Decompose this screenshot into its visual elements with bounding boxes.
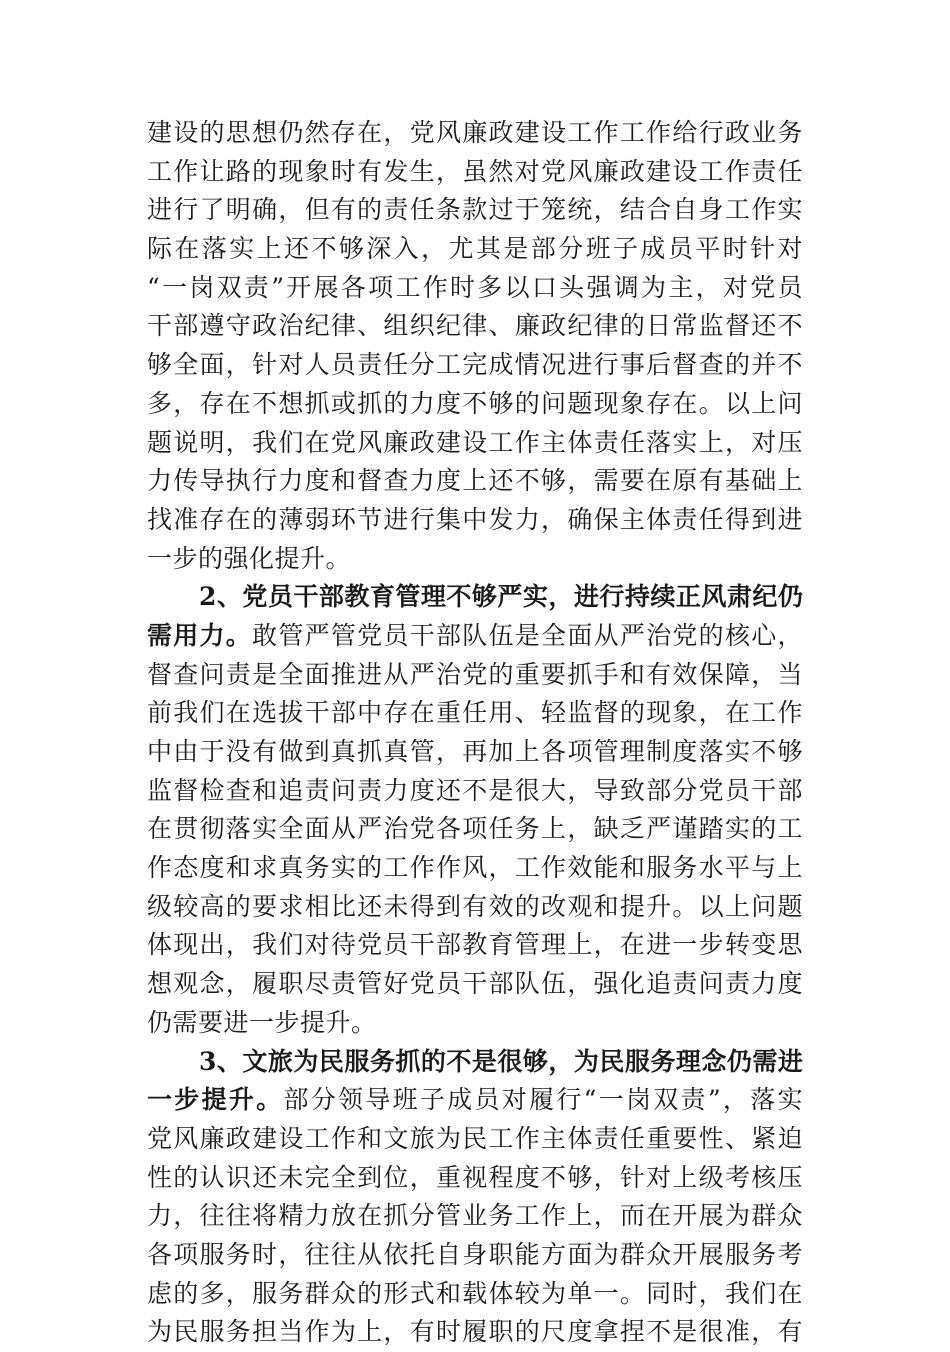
text-line: 督查问责是全面推进从严治党的重要抓手和有效保障，当: [147, 656, 803, 695]
text-line: 力，往往将精力放在抓分管业务工作上，而在开展为群众: [147, 1197, 803, 1236]
text-segment: 部分领导班子成员对履行“一岗双责”，落实: [283, 1085, 803, 1114]
text-line: 一步的强化提升。: [147, 540, 803, 579]
text-line: 够全面，针对人员责任分工完成情况进行事后督查的并不: [147, 346, 803, 385]
text-line: 际在落实上还不够深入，尤其是部分班子成员平时针对: [147, 230, 803, 269]
text-line: [147, 1081, 803, 1120]
section-heading: 2、党员干部教育管理不够严实，进行持续正风肃纪仍: [147, 578, 803, 617]
text-line: 作态度和求真务实的工作作风，工作效能和服务水平与上: [147, 849, 803, 888]
text-line: 体现出，我们对待党员干部教育管理上，在进一步转变思: [147, 926, 803, 965]
text-line: 中由于没有做到真抓真管，再加上各项管理制度落实不够: [147, 733, 803, 772]
text-line: 仍需要进一步提升。: [147, 1004, 803, 1043]
text-line: 党风廉政建设工作和文旅为民工作主体责任重要性、紧迫: [147, 1120, 803, 1159]
paragraph-1: [147, 114, 803, 578]
text-line: 找准存在的薄弱环节进行集中发力，确保主体责任得到进: [147, 501, 803, 540]
section-heading-continuation: 需用力。: [147, 621, 252, 650]
text-line: 题说明，我们在党风廉政建设工作主体责任落实上，对压: [147, 424, 803, 463]
text-line: 虑的多，服务群众的形式和载体较为单一。同时，我们在: [147, 1275, 803, 1314]
text-line: 性的认识还未完全到位，重视程度不够，针对上级考核压: [147, 1159, 803, 1198]
document-body: [147, 114, 803, 1352]
text-line: “一岗双责”开展各项工作时多以口头强调为主，对党员: [147, 269, 803, 308]
text-segment: 敢管严管党员干部队伍是全面从严治党的核心，: [252, 621, 803, 650]
text-line: 想观念，履职尽责管好党员干部队伍，强化追责问责力度: [147, 965, 803, 1004]
text-line: 力传导执行力度和督查力度上还不够，需要在原有基础上: [147, 462, 803, 501]
section-heading: 3、文旅为民服务抓的不是很够，为民服务理念仍需进: [147, 1043, 803, 1082]
text-line: 干部遵守政治纪律、组织纪律、廉政纪律的日常监督还不: [147, 307, 803, 346]
text-line: 前我们在选拔干部中存在重任用、轻监督的现象，在工作: [147, 694, 803, 733]
text-line: 监督检查和追责问责力度还不是很大，导致部分党员干部: [147, 772, 803, 811]
text-line: 为民服务担当作为上，有时履职的尺度拿捏不是很准，有: [147, 1313, 803, 1352]
text-line: [147, 617, 803, 656]
section-heading-continuation: 一步提升。: [147, 1085, 283, 1114]
paragraph-3: [147, 1043, 803, 1352]
text-line: 在贯彻落实全面从严治党各项任务上，缺乏严谨踏实的工: [147, 810, 803, 849]
text-line: 进行了明确，但有的责任条款过于笼统，结合自身工作实: [147, 191, 803, 230]
text-line: 级较高的要求相比还未得到有效的改观和提升。以上问题: [147, 888, 803, 927]
text-line: 工作让路的现象时有发生，虽然对党风廉政建设工作责任: [147, 153, 803, 192]
paragraph-2: [147, 578, 803, 1042]
text-line: 多，存在不想抓或抓的力度不够的问题现象存在。以上问: [147, 385, 803, 424]
text-line: 各项服务时，往往从依托自身职能方面为群众开展服务考: [147, 1236, 803, 1275]
text-line: 建设的思想仍然存在，党风廉政建设工作工作给行政业务: [147, 114, 803, 153]
